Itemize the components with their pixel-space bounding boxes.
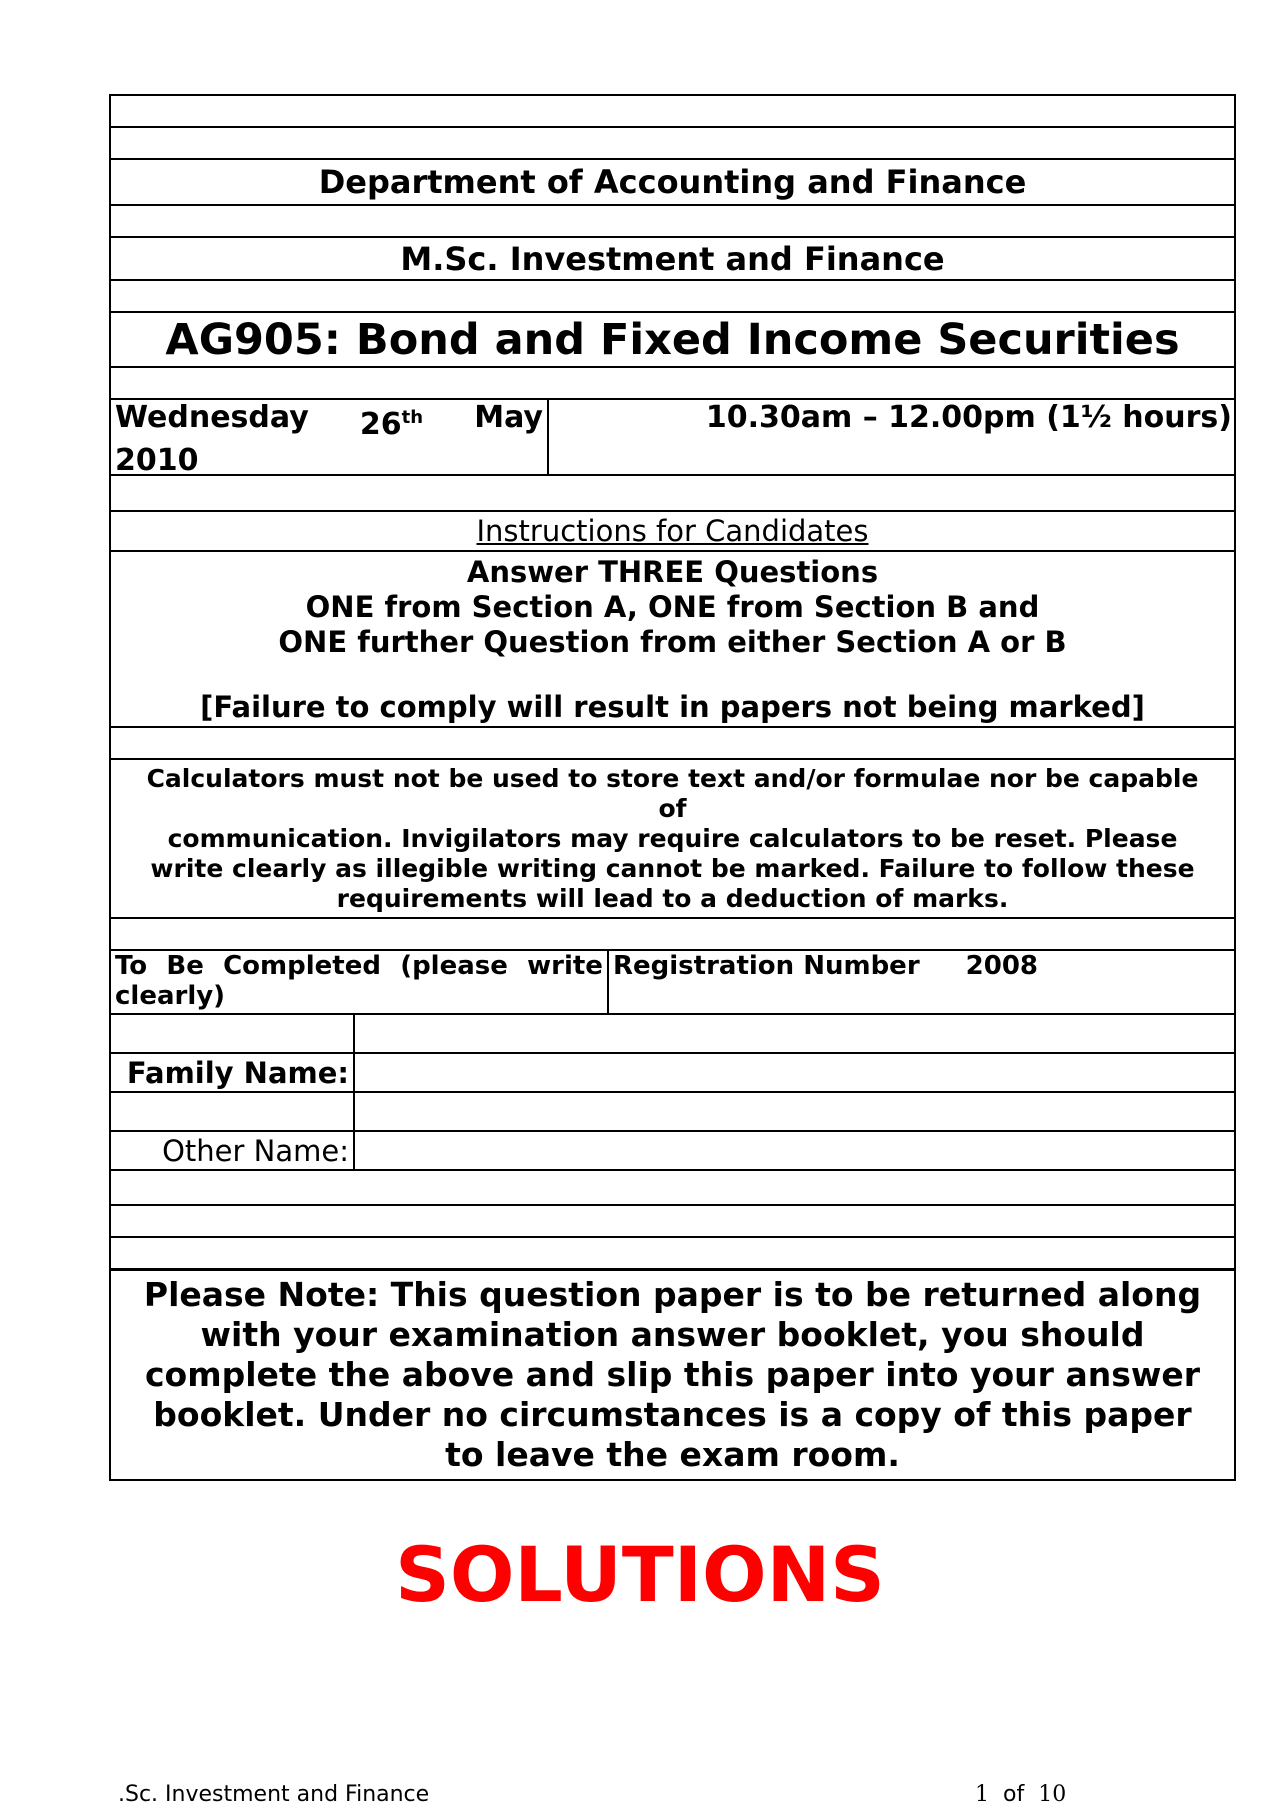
spacer-row: [111, 919, 1234, 951]
calculator-rule-line: requirements will lead to a deduction of marks.: [336, 883, 1009, 913]
spacer-row: [111, 1238, 1234, 1271]
instruction-line: Answer THREE Questions: [466, 555, 879, 589]
course-title: AG905: Bond and Fixed Income Securities: [111, 313, 1234, 368]
family-name-field[interactable]: [355, 1054, 1234, 1091]
exam-year: 2010: [115, 443, 199, 478]
instructions-heading: Instructions for Candidates: [111, 512, 1234, 552]
note-line: complete the above and slip this paper into your answer: [144, 1355, 1200, 1394]
instruction-line: ONE further Question from either Section A or B: [278, 625, 1067, 659]
spacer-row: [111, 206, 1234, 238]
solutions-stamp: SOLUTIONS: [395, 1530, 885, 1619]
page-number: 1 of 10: [975, 1782, 1067, 1807]
footer-programme: .Sc. Investment and Finance: [118, 1782, 430, 1807]
to-be-completed-label: To Be Completed (please write clearly): [111, 951, 609, 1013]
note-line: with your examination answer booklet, you should: [200, 1315, 1145, 1354]
family-name-label: Family Name:: [111, 1054, 355, 1091]
registration-year: 2008: [965, 951, 1039, 981]
spacer-row: [111, 476, 1234, 512]
calculator-rule-line: communication. Invigilators may require calculators to be reset. Please: [167, 823, 1178, 853]
name-spacer-row: [111, 1093, 1234, 1132]
exam-date-number: 26th: [359, 407, 424, 442]
exam-month: May: [474, 400, 543, 435]
spacer-row: [111, 728, 1234, 760]
family-name-row: [111, 1054, 1234, 1093]
note-line: Please Note: This question paper is to be returned along: [143, 1275, 1202, 1314]
calculator-rule-line: Calculators must not be used to store text and/or formulae nor be capable: [146, 763, 1199, 793]
spacer-row: [111, 368, 1234, 400]
schedule-row: [111, 400, 1234, 476]
calculator-rules: [111, 760, 1234, 919]
answer-instructions: [111, 552, 1234, 728]
other-name-row: [111, 1132, 1234, 1171]
other-name-label: Other Name:: [111, 1132, 355, 1169]
other-name-field[interactable]: [355, 1132, 1234, 1169]
exam-day: Wednesday: [115, 400, 309, 435]
note-line: booklet. Under no circumstances is a copy of this paper: [153, 1395, 1192, 1434]
calculator-rule-line: of: [658, 793, 687, 823]
registration-number-label: Registration Number: [613, 951, 920, 981]
registration-number-field[interactable]: [609, 951, 1234, 1013]
please-note: [111, 1271, 1234, 1481]
registration-row: [111, 949, 1234, 1015]
department-title: Department of Accounting and Finance: [111, 160, 1234, 206]
exam-time: 10.30am – 12.00pm (1½ hours): [705, 400, 1232, 435]
exam-cover-table: [109, 94, 1236, 1481]
spacer-row: [111, 96, 1234, 128]
exam-date: [111, 400, 549, 478]
spacer-row: [111, 1171, 1234, 1206]
spacer-row: [111, 1206, 1234, 1238]
spacer-row: [111, 128, 1234, 160]
name-spacer-row: [111, 1015, 1234, 1054]
instruction-line: ONE from Section A, ONE from Section B and: [305, 590, 1040, 624]
spacer-row: [111, 281, 1234, 313]
calculator-rule-line: write clearly as illegible writing cannot be marked. Failure to follow these: [150, 853, 1195, 883]
note-line: to leave the exam room.: [445, 1435, 900, 1474]
programme-title: M.Sc. Investment and Finance: [111, 238, 1234, 281]
compliance-warning: [Failure to comply will result in papers not being marked]: [200, 690, 1145, 724]
